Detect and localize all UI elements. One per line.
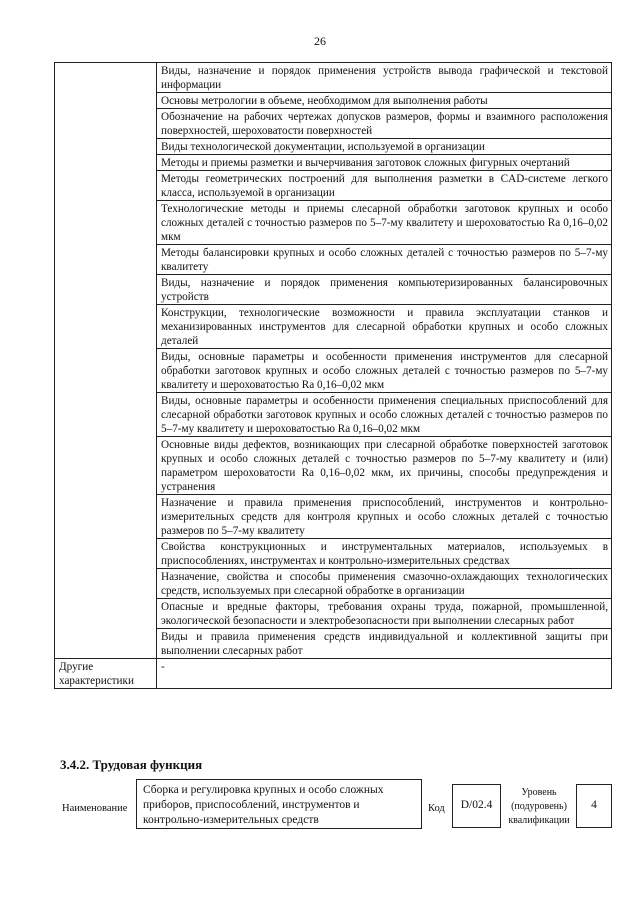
other-characteristics-label: Другие характеристики [55, 659, 157, 689]
requirement-cell: Назначение и правила применения приспособлений, инструментов и контрольно-измерительных средств для контроля крупных и особо сложных деталей с точностью размеров по 5–7-му квалитету [157, 495, 612, 539]
requirement-cell: Назначение, свойства и способы применения смазочно-охлаждающих технологических средств, используемых при слесарной обработке в организации [157, 569, 612, 599]
other-characteristics-value: - [157, 659, 612, 689]
function-name: Сборка и регулировка крупных и особо сложных приборов, приспособлений, инструментов и контрольно-измерительных средств [143, 784, 384, 826]
requirement-cell: Основы метрологии в объеме, необходимом для выполнения работы [157, 93, 612, 109]
function-name-box [136, 779, 422, 829]
requirement-cell: Виды, назначение и порядок применения компьютеризированных балансировочных устройств [157, 275, 612, 305]
requirement-cell: Обозначение на рабочих чертежах допусков размеров, формы и взаимного расположения поверхностей, шероховатости поверхностей [157, 109, 612, 139]
table-row-other [55, 659, 612, 689]
code-box [452, 784, 501, 828]
requirement-cell: Виды, основные параметры и особенности применения специальных приспособлений для слесарной обработки заготовок крупных и особо сложных деталей с точностью размеров по 5–7-му квалитету и шероховатостью Ra 0,16–0,02 мкм [157, 393, 612, 437]
requirement-cell: Виды, основные параметры и особенности применения инструментов для слесарной обработки заготовок крупных и особо сложных деталей с точностью размеров по 5–7-му квалитету и шероховатостью Ra 0,16–0,02 мкм [157, 349, 612, 393]
table-row [55, 63, 612, 93]
page-number: 26 [314, 34, 326, 48]
level-box [576, 784, 612, 828]
requirement-cell: Технологические методы и приемы слесарной обработки заготовок крупных и особо сложных деталей с точностью размеров по 5–7-му квалитету и шероховатостью Ra 0,16–0,02 мкм [157, 201, 612, 245]
requirement-cell: Опасные и вредные факторы, требования охраны труда, пожарной, промышленной, экологической безопасности и электробезопасности при выполнении слесарных работ [157, 599, 612, 629]
level-value: 4 [591, 799, 597, 811]
name-label: Наименование [62, 803, 128, 814]
requirement-cell: Методы балансировки крупных и особо сложных деталей с точностью размеров по 5–7-му квалитету [157, 245, 612, 275]
section-title: 3.4.2. Трудовая функция [60, 757, 203, 772]
level-label: Уровень (подуровень) квалификации [508, 787, 570, 826]
requirement-cell: Свойства конструкционных и инструментальных материалов, используемых в приспособлениях, инструментах и контрольно-измерительных средствах [157, 539, 612, 569]
row-label-empty [55, 63, 157, 659]
requirements-table [54, 62, 612, 689]
requirement-cell: Виды, назначение и порядок применения устройств вывода графической и текстовой информации [157, 63, 612, 93]
requirement-cell: Методы геометрических построений для выполнения разметки в CAD-системе легкого класса, используемой в организации [157, 171, 612, 201]
code-label: Код [428, 803, 445, 814]
requirement-cell: Виды технологической документации, используемой в организации [157, 139, 612, 155]
requirement-cell: Методы и приемы разметки и вычерчивания заготовок сложных фигурных очертаний [157, 155, 612, 171]
code-value: D/02.4 [460, 799, 493, 811]
requirement-cell: Конструкции, технологические возможности и правила эксплуатации станков и механизированных инструментов для слесарной обработки крупных и особо сложных деталей [157, 305, 612, 349]
requirement-cell: Виды и правила применения средств индивидуальной и коллективной защиты при выполнении слесарных работ [157, 629, 612, 659]
requirement-cell: Основные виды дефектов, возникающих при слесарной обработке поверхностей заготовок крупных и особо сложных деталей с точностью размеров по 5–7-му квалитету и (или) параметром шероховатости Ra 0,16–0,02 мкм, их причины, способы предупреждения и устранения [157, 437, 612, 495]
